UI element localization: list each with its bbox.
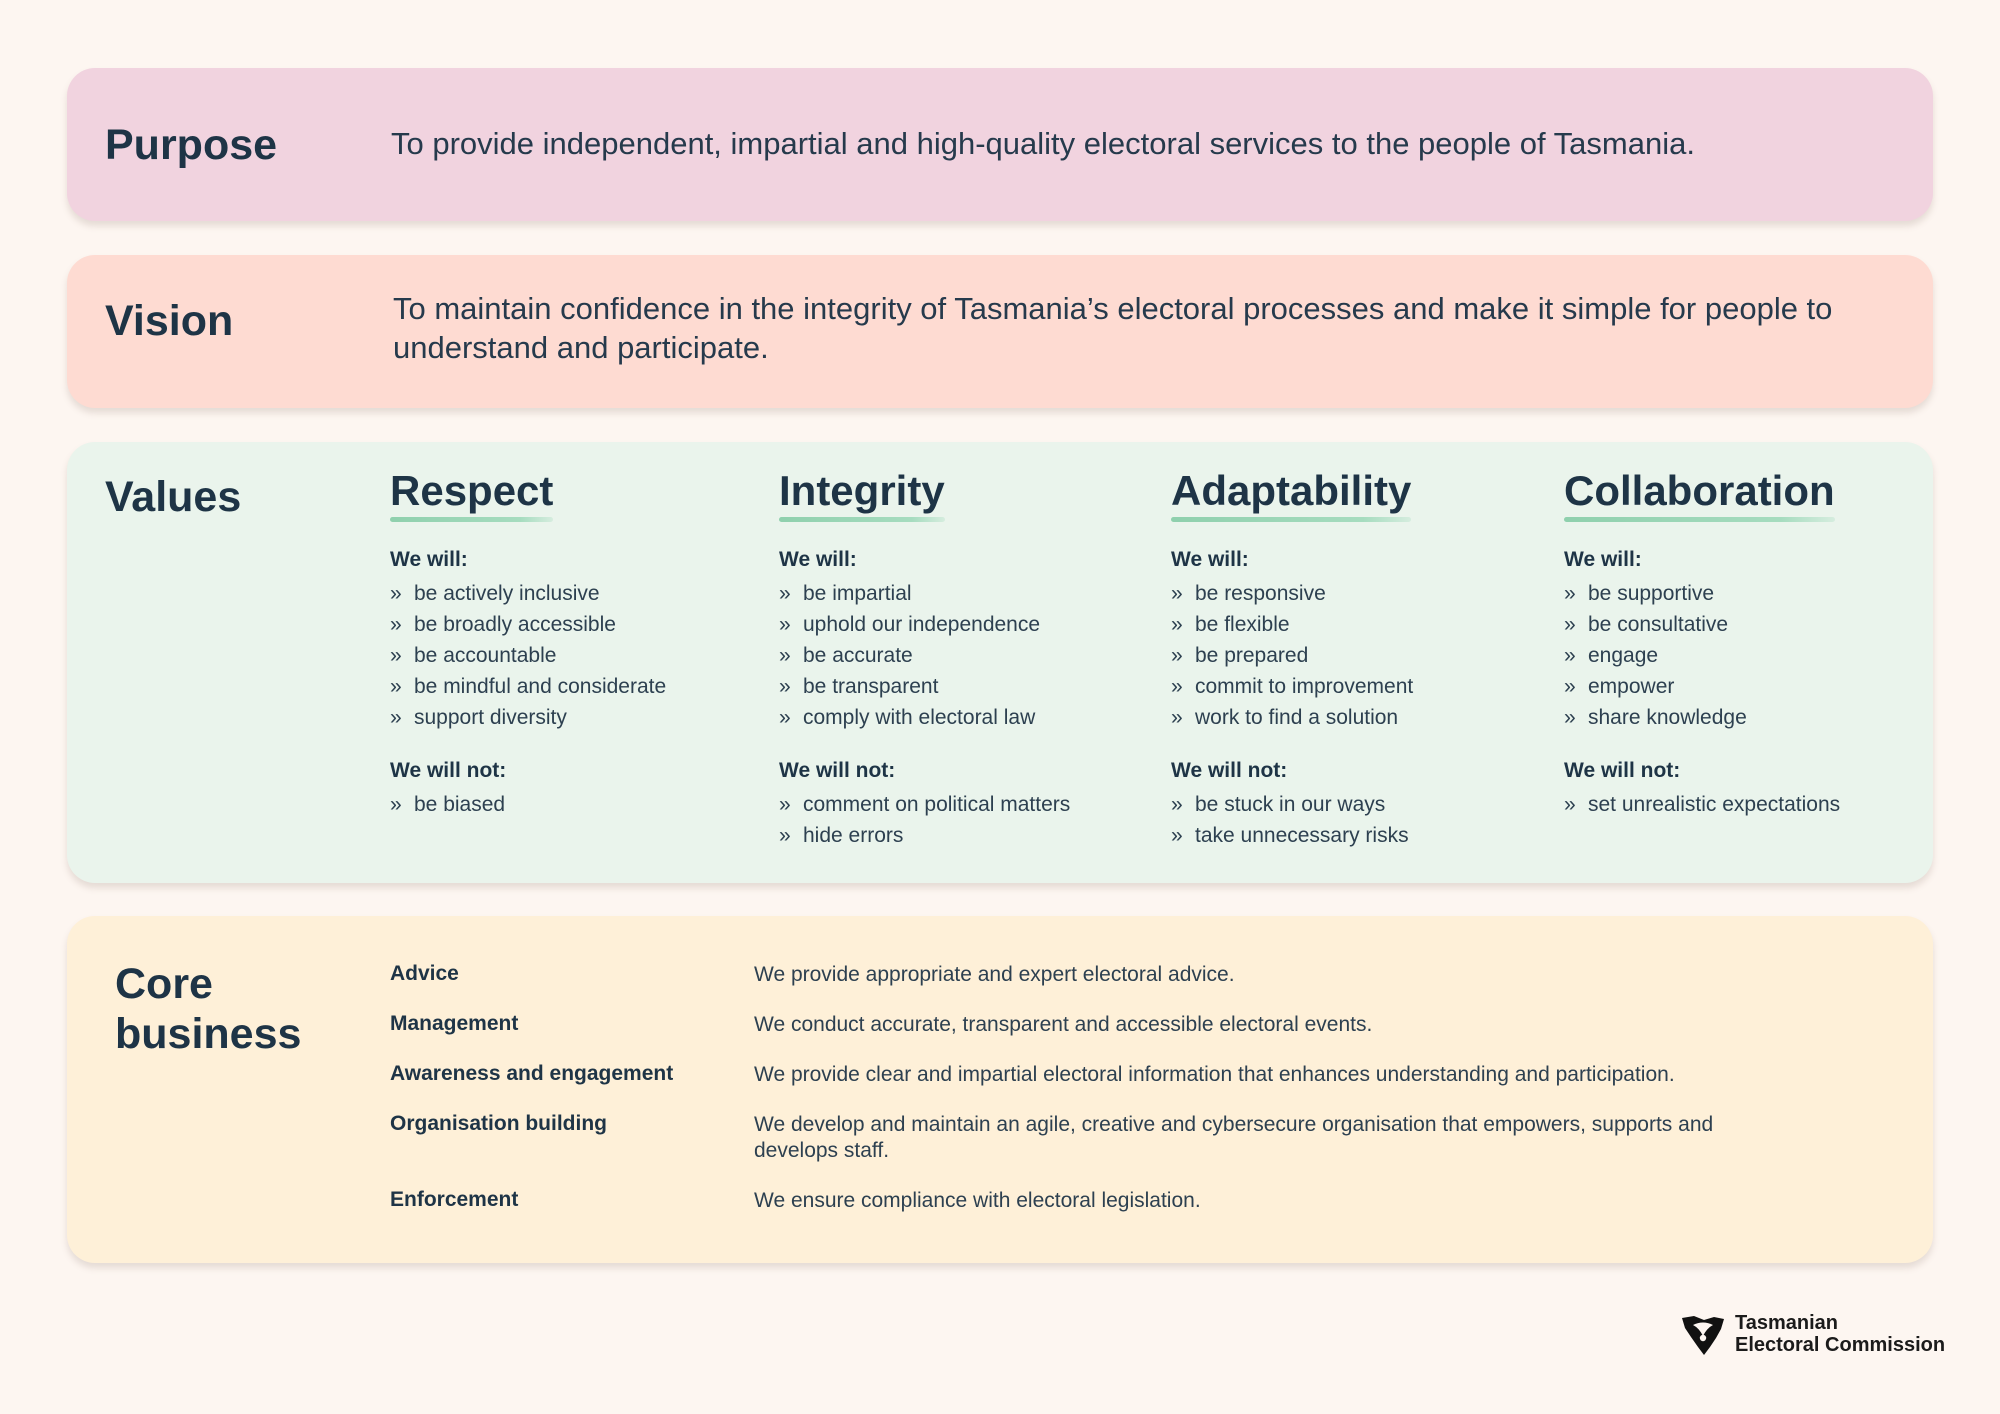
value-underline [1564, 517, 1835, 522]
list-item [1171, 640, 1511, 671]
core-business-heading [115, 959, 301, 1059]
list-item-text: be accountable [414, 644, 557, 668]
list-item-text: be transparent [803, 675, 939, 699]
chevron-right-icon: » [1564, 613, 1576, 637]
chevron-right-icon: » [390, 613, 402, 637]
value-title-text: Integrity [779, 467, 945, 514]
value-underline [1171, 517, 1411, 522]
we-will-not-label: We will not: [1564, 759, 1681, 783]
list-item-text: be mindful and considerate [414, 675, 667, 699]
we-will-not-label: We will not: [390, 759, 507, 783]
list-item-text: empower [1588, 675, 1675, 699]
list-item-text: be prepared [1195, 644, 1309, 668]
list-item [390, 609, 730, 640]
list-item [1171, 609, 1511, 640]
list-item [390, 789, 730, 820]
chevron-right-icon: » [1564, 644, 1576, 668]
list-item [1564, 640, 1904, 671]
chevron-right-icon: » [390, 706, 402, 730]
list-item [390, 578, 730, 609]
chevron-right-icon: » [1564, 793, 1576, 817]
value-title [390, 466, 553, 522]
chevron-right-icon: » [779, 613, 791, 637]
tasmania-map-icon [1680, 1314, 1726, 1356]
we-will-not-list [1564, 789, 1904, 820]
logo-text-line2: Electoral Commission [1735, 1334, 1946, 1356]
logo-text-line1: Tasmanian [1735, 1312, 1838, 1334]
list-item-text: commit to improvement [1195, 675, 1414, 699]
core-business-description: We provide appropriate and expert electoral advice. [754, 963, 1235, 986]
vision-heading: Vision [105, 297, 234, 345]
list-item [1171, 789, 1511, 820]
chevron-right-icon: » [779, 582, 791, 606]
value-column-integrity [779, 466, 1119, 851]
chevron-right-icon: » [1171, 644, 1183, 668]
chevron-right-icon: » [1564, 582, 1576, 606]
list-item [390, 671, 730, 702]
list-item-text: take unnecessary risks [1195, 824, 1409, 848]
chevron-right-icon: » [779, 706, 791, 730]
core-business-label: Advice [390, 962, 459, 985]
chevron-right-icon: » [1564, 706, 1576, 730]
list-item-text: be flexible [1195, 613, 1290, 637]
value-column-collaboration [1564, 466, 1904, 820]
list-item [390, 702, 730, 733]
list-item [390, 640, 730, 671]
purpose-heading: Purpose [105, 121, 278, 169]
value-title [779, 466, 945, 522]
core-business-label: Organisation building [390, 1112, 607, 1135]
list-item [779, 578, 1119, 609]
value-column-respect [390, 466, 730, 820]
value-title [1564, 466, 1835, 522]
core-business-description: We provide clear and impartial electoral information that enhances understanding and participation. [754, 1063, 1675, 1086]
chevron-right-icon: » [779, 793, 791, 817]
list-item [1171, 702, 1511, 733]
chevron-right-icon: » [779, 675, 791, 699]
value-title-text: Collaboration [1564, 467, 1835, 514]
core-business-description: We develop and maintain an agile, creative and cybersecure organisation that empowers, supports and develops staff. [754, 1113, 1714, 1162]
chevron-right-icon: » [1171, 582, 1183, 606]
chevron-right-icon: » [390, 644, 402, 668]
we-will-list [1564, 578, 1904, 733]
value-column-adaptability [1171, 466, 1511, 851]
value-underline [390, 517, 553, 522]
core-business-card [67, 916, 1933, 1263]
chevron-right-icon: » [779, 824, 791, 848]
list-item-text: share knowledge [1588, 706, 1747, 730]
chevron-right-icon: » [1171, 793, 1183, 817]
value-title-text: Respect [390, 467, 554, 514]
list-item [779, 820, 1119, 851]
chevron-right-icon: » [1171, 824, 1183, 848]
list-item-text: be stuck in our ways [1195, 793, 1386, 817]
chevron-right-icon: » [1171, 613, 1183, 637]
list-item-text: be accurate [803, 644, 913, 668]
core-business-description: We ensure compliance with electoral legislation. [754, 1189, 1201, 1212]
core-business-description: We conduct accurate, transparent and accessible electoral events. [754, 1013, 1373, 1036]
chevron-right-icon: » [1564, 675, 1576, 699]
value-title-text: Adaptability [1171, 467, 1412, 514]
core-business-label: Management [390, 1012, 519, 1035]
list-item-text: be responsive [1195, 582, 1326, 606]
list-item [779, 671, 1119, 702]
vision-card [67, 255, 1933, 408]
purpose-card [67, 68, 1933, 221]
list-item [779, 789, 1119, 820]
list-item-text: be consultative [1588, 613, 1729, 637]
list-item [1564, 671, 1904, 702]
list-item-text: be impartial [803, 582, 912, 606]
chevron-right-icon: » [779, 644, 791, 668]
list-item [1171, 820, 1511, 851]
value-title [1171, 466, 1411, 522]
list-item-text: be biased [414, 793, 506, 817]
logo-text [1735, 1312, 1945, 1356]
purpose-statement: To provide independent, impartial and high-quality electoral services to the people of Tasmania. [391, 126, 1695, 161]
list-item-text: set unrealistic expectations [1588, 793, 1841, 817]
list-item-text: hide errors [803, 824, 904, 848]
list-item [1171, 671, 1511, 702]
we-will-label: We will: [1564, 548, 1642, 572]
we-will-not-label: We will not: [1171, 759, 1288, 783]
we-will-label: We will: [779, 548, 857, 572]
core-business-heading-line1: Core [115, 960, 213, 1008]
chevron-right-icon: » [390, 582, 402, 606]
chevron-right-icon: » [1171, 675, 1183, 699]
chevron-right-icon: » [1171, 706, 1183, 730]
we-will-list [390, 578, 730, 733]
we-will-label: We will: [390, 548, 468, 572]
list-item-text: be actively inclusive [414, 582, 600, 606]
list-item [1564, 702, 1904, 733]
chevron-right-icon: » [390, 793, 402, 817]
list-item [1564, 578, 1904, 609]
we-will-list [1171, 578, 1511, 733]
list-item [779, 640, 1119, 671]
list-item-text: engage [1588, 644, 1659, 668]
list-item [779, 609, 1119, 640]
we-will-not-list [390, 789, 730, 820]
we-will-not-list [779, 789, 1119, 851]
we-will-list [779, 578, 1119, 733]
values-card [67, 442, 1933, 883]
list-item [1171, 578, 1511, 609]
core-business-label: Awareness and engagement [390, 1062, 674, 1085]
list-item-text: be supportive [1588, 582, 1715, 606]
list-item-text: support diversity [414, 706, 567, 730]
list-item-text: comply with electoral law [803, 706, 1036, 730]
values-heading: Values [105, 473, 242, 521]
we-will-not-list [1171, 789, 1511, 851]
core-business-heading-line2: business [115, 1010, 302, 1058]
we-will-label: We will: [1171, 548, 1249, 572]
list-item-text: comment on political matters [803, 793, 1071, 817]
vision-statement: To maintain confidence in the integrity of Tasmania’s electoral processes and make it simple for people to understand and participate. [393, 291, 1833, 365]
list-item [1564, 789, 1904, 820]
we-will-not-label: We will not: [779, 759, 896, 783]
core-business-label: Enforcement [390, 1188, 519, 1211]
list-item [1564, 609, 1904, 640]
list-item-text: work to find a solution [1195, 706, 1399, 730]
list-item-text: uphold our independence [803, 613, 1041, 637]
tasmanian-electoral-commission-logo [1680, 1310, 1946, 1360]
value-underline [779, 517, 945, 522]
list-item-text: be broadly accessible [414, 613, 616, 637]
list-item [779, 702, 1119, 733]
chevron-right-icon: » [390, 675, 402, 699]
